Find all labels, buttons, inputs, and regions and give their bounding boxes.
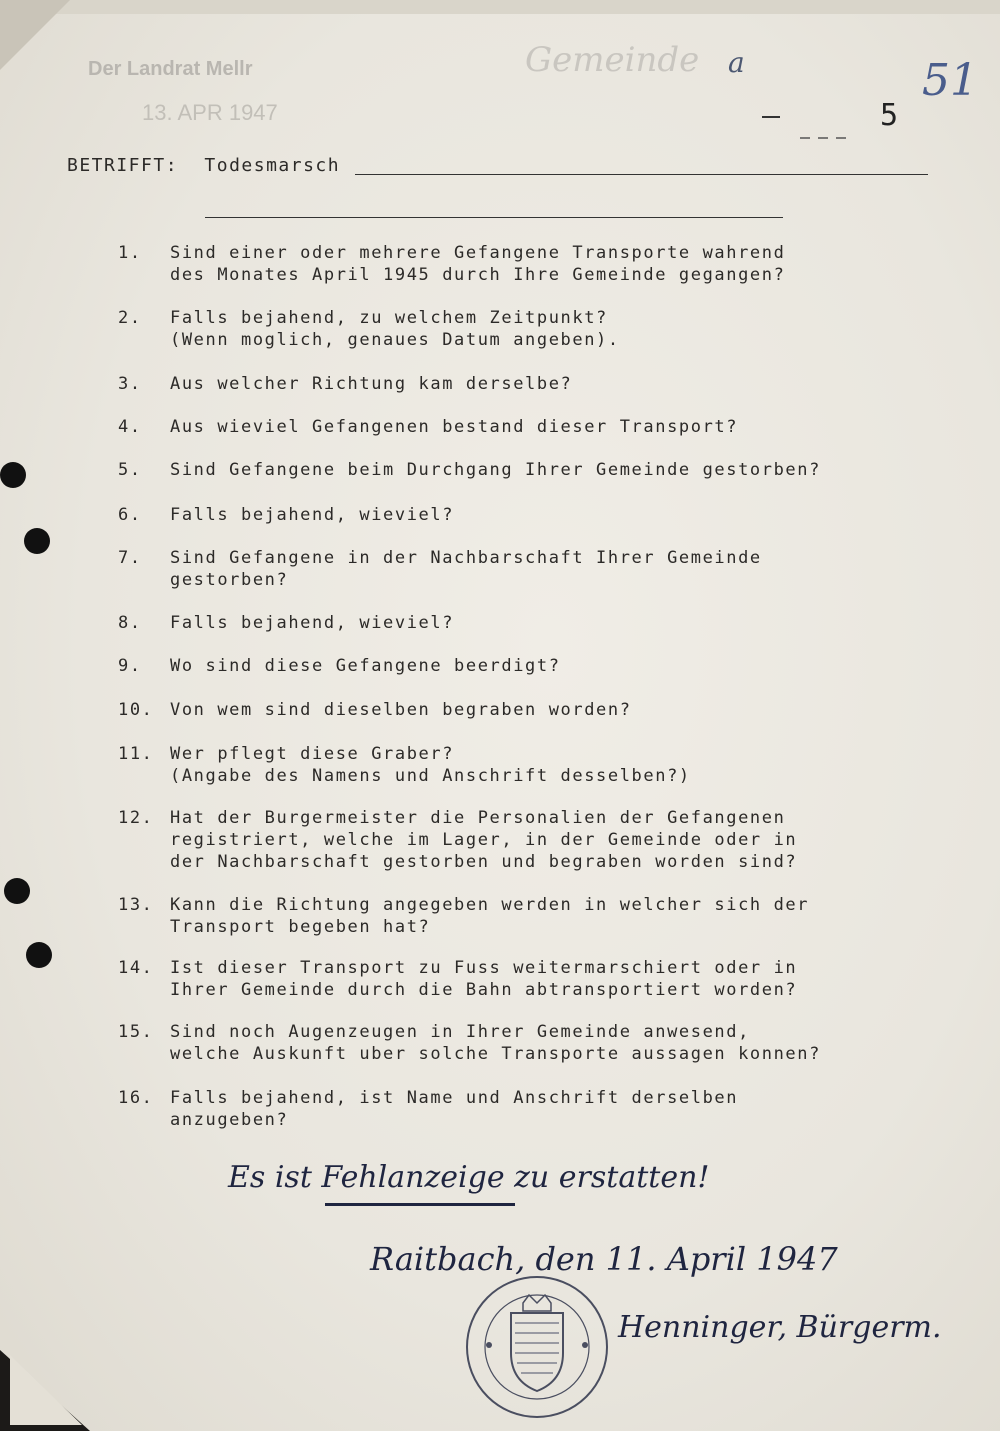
question-number: 13. [118,895,154,915]
question-number: 3. [118,374,142,394]
punch-hole [24,528,50,554]
punch-hole [26,942,52,968]
question-text: Falls bejahend, ist Name und Anschrift derselben anzugeben? [170,1088,739,1130]
question-number: 6. [118,505,142,525]
question-number: 15. [118,1022,154,1042]
question-text: Kann die Richtung angegeben werden in welcher sich der Transport begeben hat? [170,895,810,937]
paper-fold-edge [0,0,1000,14]
handwritten-signature: Henninger, Bürgerm. [618,1310,942,1345]
question-number: 1. [118,243,142,263]
question-text: Von wem sind dieselben begraben worden? [170,700,632,720]
question-text: Wo sind diese Gefangene beerdigt? [170,656,561,676]
separator-line [205,217,783,218]
handwritten-place-date: Raitbach, den 11. April 1947 [370,1240,838,1278]
question-text: Falls bejahend, wieviel? [170,613,455,633]
subject-value: Todesmarsch [204,155,341,176]
question-text: Wer pflegt diese Graber? (Angabe des Namens und Anschrift desselben?) [170,744,691,786]
folded-corner-bottom [10,1355,82,1425]
municipal-seal [463,1273,611,1421]
question-number: 12. [118,808,154,828]
dash-marks [760,100,860,140]
question-text: Falls bejahend, wieviel? [170,505,455,525]
question-number: 10. [118,700,154,720]
question-text: Sind Gefangene beim Durchgang Ihrer Gemeinde gestorben? [170,460,821,480]
question-number: 11. [118,744,154,764]
question-number: 9. [118,656,142,676]
question-number: 2. [118,308,142,328]
question-number: 5. [118,460,142,480]
received-date-stamp: 13. APR 1947 [142,100,278,125]
remark-underline [325,1203,515,1206]
handwritten-letter: a [728,46,745,79]
page-number: 5 [880,98,899,133]
office-stamp: Der Landrat Mellr [88,58,253,80]
question-number: 14. [118,958,154,978]
subject-label: BETRIFFT: [67,155,179,176]
subject-line [67,155,340,176]
question-text: Ist dieser Transport zu Fuss weitermarschiert oder in Ihrer Gemeinde durch die Bahn abtransportiert worden? [170,958,798,1000]
question-text: Falls bejahend, zu welchem Zeitpunkt? (Wenn moglich, genaues Datum angeben). [170,308,620,350]
question-text: Hat der Burgermeister die Personalien der Gefangenen registriert, welche im Lager, in der Gemeinde oder in der Nachbarschaft gestorben und begraben worden sind? [170,808,798,872]
question-text: Sind einer oder mehrere Gefangene Transporte wahrend des Monates April 1945 durch Ihre Gemeinde gegangen? [170,243,786,285]
question-text: Aus wieviel Gefangenen bestand dieser Transport? [170,417,739,437]
question-number: 4. [118,417,142,437]
question-text: Aus welcher Richtung kam derselbe? [170,374,573,394]
subject-underline [355,174,928,175]
question-number: 7. [118,548,142,568]
question-number: 16. [118,1088,154,1108]
question-text: Sind noch Augenzeugen in Ihrer Gemeinde anwesend, welche Auskunft uber solche Transporte aussagen konnen? [170,1022,821,1064]
folded-corner-top [0,0,70,70]
question-text: Sind Gefangene in der Nachbarschaft Ihrer Gemeinde gestorben? [170,548,762,590]
punch-hole [0,462,26,488]
pencil-folio-number: 51 [922,55,978,106]
gemeinde-heading: Gemeinde [525,40,700,80]
question-number: 8. [118,613,142,633]
punch-hole [4,878,30,904]
handwritten-remark: Es ist Fehlanzeige zu erstatten! [228,1160,710,1195]
